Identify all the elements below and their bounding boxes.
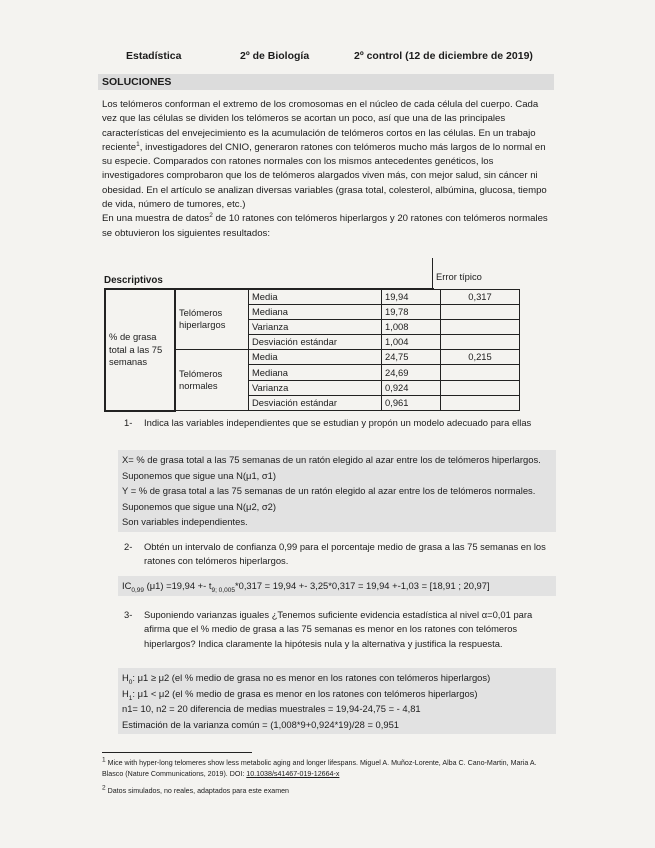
descriptives-table	[104, 288, 520, 412]
table-row	[105, 289, 520, 304]
intro-p2-part2: de 10 ratones con telómeros hiperlargos y 20 ratones con telómeros normales se obtuvieron los siguientes resultados:	[102, 213, 548, 239]
question-text: Suponiendo varianzas iguales ¿Tenemos suficiente evidencia estadística al nivel α=0,01 para afirma que el % medio de grasa a las 75 semanas es menor en los ratones con telómeros hiperlargos? Indica claramente la hipótesis nula y la alternativa y justifica la respuesta.	[144, 609, 533, 649]
error-cell	[441, 319, 520, 334]
exam-title: 2º control (12 de diciembre de 2019)	[354, 50, 533, 62]
h1-sub: 1	[128, 694, 133, 702]
stat-cell: Mediana	[249, 365, 382, 380]
solutions-heading: SOLUCIONES	[98, 74, 554, 90]
ic-rest: *0,317 = 19,94 +- 3,25*0,317 = 19,94 +-1,03 = [18,91 ; 20,97]	[234, 580, 490, 591]
question-2	[124, 540, 544, 570]
confidence-interval	[122, 578, 552, 594]
error-column-header: Error típico	[436, 271, 482, 282]
footnote-1-mark: 1	[102, 756, 106, 764]
stat-cell: Desviación estándar	[249, 395, 382, 410]
value-cell: 0,924	[382, 380, 441, 395]
t-sub: 9; 0,005	[211, 586, 235, 594]
ic-mid: (μ1) =19,94 +- t	[144, 580, 212, 591]
intro-p1-part1: Los telómeros conforman el extremo de los cromosomas en el núcleo de cada célula del cuerpo. Cada vez que las células se dividen los telómeros se acortan un poco, así que una de las principales características del envejecimiento es la acumulación de telómeros cortos en las células. En un trabajo reciente	[102, 99, 539, 153]
error-cell: 0,317	[441, 289, 520, 304]
answer-1-line-3: Son variables independientes.	[122, 516, 248, 528]
stat-cell: Media	[249, 350, 382, 365]
question-text: Indica las variables independientes que se estudian y propón un modelo adecuado para ellas	[144, 417, 532, 428]
intro-p1-part2: , investigadores del CNIO, generaron ratones con telómeros mucho más largos de lo normal en su especie. Comparados con ratones normales con los mismos antecedentes genéticos, los investigadores comprobaron que los de telómeros alargados viven más, con mejor salud, sin cáncer ni obesidad. En el artículo se analizan diversas variables (grasa total, colesterol, albúmina, glucosa, tiempo de vida, número de tumores, etc.)	[102, 141, 547, 211]
footnote-separator	[102, 752, 252, 753]
intro-paragraph-1	[102, 98, 550, 212]
intro-p2-part1: En una muestra de datos	[102, 213, 210, 225]
stat-cell: Varianza	[249, 319, 382, 334]
footnote-2	[102, 786, 550, 797]
h0-sub: 0	[128, 678, 133, 686]
stat-cell: Varianza	[249, 380, 382, 395]
error-cell	[441, 380, 520, 395]
intro-paragraph-2	[102, 212, 550, 241]
stat-cell: Media	[249, 289, 382, 304]
group-label-normales: Telómeros normales	[175, 350, 249, 411]
value-cell: 24,69	[382, 365, 441, 380]
h1-label: H	[122, 687, 129, 699]
footnote-1-text: Mice with hyper-long telomeres show less metabolic aging and longer lifespans. Miguel A. Muñoz-Lorente, Alba C. Cano-Martin, Maria A. Blasco (Nature Communications, 2019). DOI:	[102, 759, 537, 778]
error-cell: 0,215	[441, 350, 520, 365]
error-cell	[441, 365, 520, 380]
stat-cell: Mediana	[249, 304, 382, 319]
alternative-hypothesis	[122, 686, 552, 702]
table-title: Descriptivos	[104, 274, 434, 289]
value-cell: 19,78	[382, 304, 441, 319]
sample-sizes-line: n1= 10, n2 = 20 diferencia de medias muestrales = 19,94-24,75 = - 4,81	[122, 703, 421, 715]
null-hypothesis	[122, 670, 552, 686]
answer-2	[118, 576, 556, 596]
answer-1-line-2: Y = % de grasa total a las 75 semanas de un ratón elegido al azar entre los de telómeros normales. Suponemos que sigue una N(μ2, σ2)	[122, 485, 536, 512]
value-cell: 24,75	[382, 350, 441, 365]
doi-link[interactable]: 10.1038/s41467-019-12664-x	[246, 770, 340, 778]
footnote-ref-2: 2	[209, 212, 213, 220]
pooled-variance-line: Estimación de la varianza común = (1,008*9+0,924*19)/28 = 0,951	[122, 718, 400, 730]
question-3	[124, 608, 544, 666]
subject-title: Estadística	[126, 50, 182, 62]
footnote-ref-1: 1	[136, 140, 140, 148]
error-cell	[441, 395, 520, 410]
intro-text	[102, 98, 550, 241]
value-cell: 1,004	[382, 335, 441, 350]
question-number: 3-	[124, 609, 133, 620]
answer-3	[118, 668, 556, 734]
h0-text: : μ1 ≥ μ2 (el % medio de grasa no es menor en los ratones con telómeros hiperlargos)	[132, 672, 491, 683]
footnote-2-mark: 2	[102, 784, 106, 792]
stat-cell: Desviación estándar	[249, 335, 382, 350]
question-number: 2-	[124, 541, 133, 552]
variable-label: % de grasa total a las 75 semanas	[105, 289, 175, 411]
value-cell: 0,961	[382, 395, 441, 410]
footnote-2-text: Datos simulados, no reales, adaptados para este examen	[105, 787, 289, 795]
h1-text: : μ1 < μ2 (el % medio de grasa es menor en los ratones con telómeros hiperlargos)	[132, 687, 478, 699]
question-text: Obtén un intervalo de confianza 0,99 para el porcentaje medio de grasa a las 75 semanas en los ratones con telómeros hiperlargos.	[144, 541, 546, 567]
value-cell: 19,94	[382, 289, 441, 304]
ic-label: IC	[122, 580, 132, 591]
h0-label: H	[122, 672, 129, 683]
question-number: 1-	[124, 417, 133, 428]
group-label-hiperlargos: Telómeros hiperlargos	[175, 289, 249, 350]
question-1	[124, 416, 544, 446]
error-cell	[441, 335, 520, 350]
answer-1	[118, 450, 556, 532]
footnote-1	[102, 758, 550, 780]
ic-sub: 0,99	[131, 586, 145, 594]
answer-1-line-1: X= % de grasa total a las 75 semanas de un ratón elegido al azar entre los de telómeros hiperlargos. Suponemos que sigue una N(μ1, σ1)	[122, 454, 541, 481]
value-cell: 1,008	[382, 319, 441, 334]
error-cell	[441, 304, 520, 319]
course-title: 2º de Biología	[240, 50, 310, 62]
